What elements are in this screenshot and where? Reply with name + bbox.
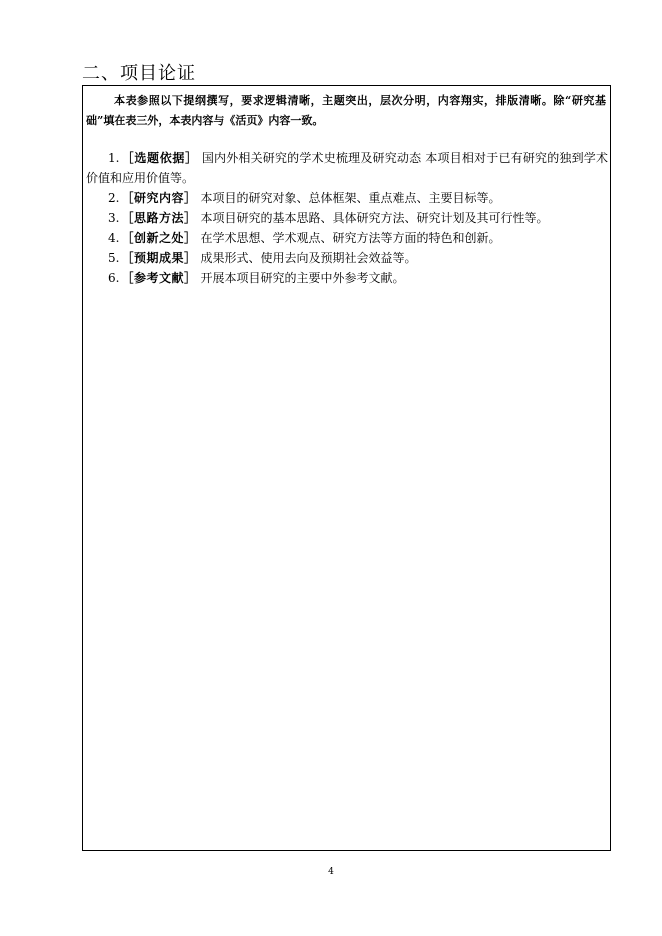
item-description: 国内外相关研究的学术史梳理及研究动态 本项目相对于已有研究的独到学术价值和应用价值等。 <box>86 151 608 185</box>
outline-item-expected-results <box>86 248 608 268</box>
item-number: 3. <box>108 211 120 225</box>
item-heading: ［思路方法］ <box>121 211 197 225</box>
item-description: 本项目的研究对象、总体框架、重点难点、主要目标等。 <box>200 191 501 205</box>
item-description: 开展本项目研究的主要中外参考文献。 <box>200 271 405 285</box>
outline-item-research-content <box>86 188 608 208</box>
item-heading: ［研究内容］ <box>121 191 197 205</box>
item-heading: ［参考文献］ <box>121 271 197 285</box>
item-number: 2. <box>108 191 120 205</box>
item-description: 本项目研究的基本思路、具体研究方法、研究计划及其可行性等。 <box>200 211 549 225</box>
item-number: 4. <box>108 231 120 245</box>
item-heading: ［预期成果］ <box>121 251 197 265</box>
item-heading: ［创新之处］ <box>121 231 197 245</box>
item-number: 5. <box>108 251 120 265</box>
page-number: 4 <box>328 867 334 877</box>
item-number: 6. <box>108 271 120 285</box>
outline-item-innovations <box>86 228 608 248</box>
item-heading: ［选题依据］ <box>121 151 198 165</box>
outline-item-references <box>86 268 608 288</box>
outline-list <box>86 148 608 288</box>
instructions-text: 本表参照以下提纲撰写，要求逻辑清晰，主题突出，层次分明，内容翔实，排版清晰。除“研究基础”填在表三外，本表内容与《活页》内容一致。 <box>86 94 606 127</box>
outline-item-topic-basis <box>86 148 608 188</box>
section-title: 二、项目论证 <box>82 63 196 84</box>
project-argument-form[interactable] <box>82 85 611 851</box>
item-number: 1. <box>108 151 120 165</box>
item-description: 成果形式、使用去向及预期社会效益等。 <box>200 251 417 265</box>
item-description: 在学术思想、学术观点、研究方法等方面的特色和创新。 <box>200 231 501 245</box>
outline-item-approach-methods <box>86 208 608 228</box>
